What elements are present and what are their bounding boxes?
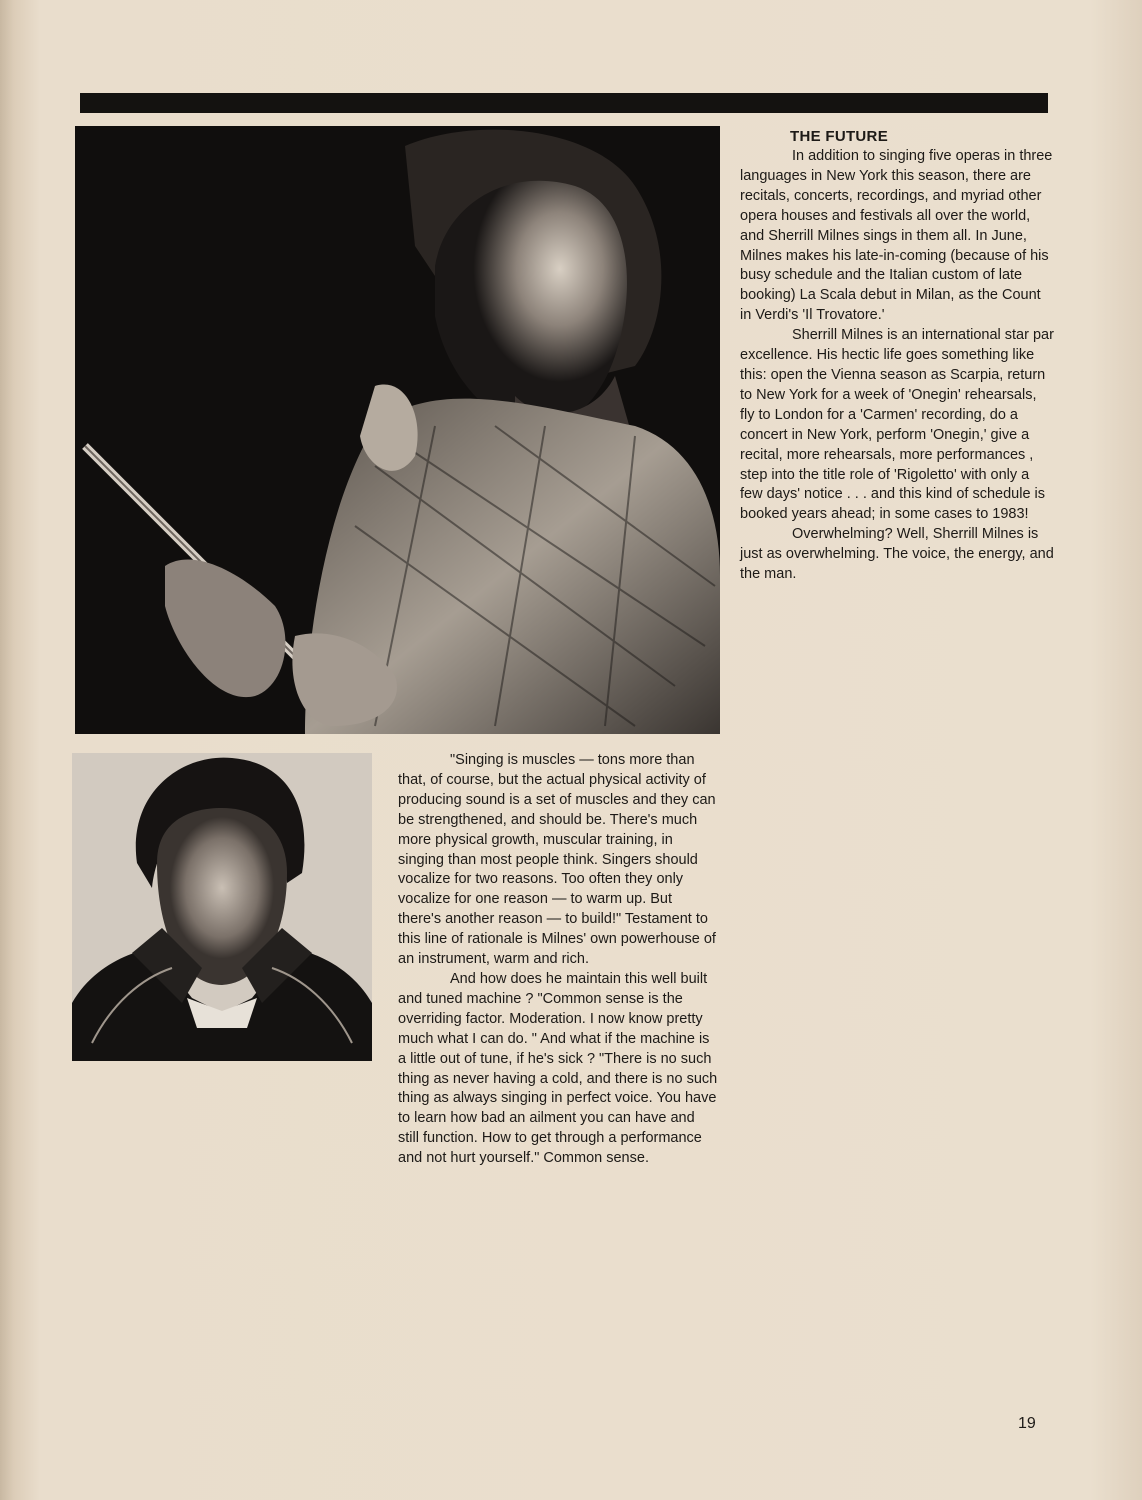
photo-singer-portrait	[72, 753, 372, 1061]
paragraph: And how does he maintain this well built and tuned machine ? "Common sense is the overriding factor. Moderation. I now know pretty much what I can do. " And what if the machine is a little out of tune, if he's sick ? "There is no such thing as never having a cold, and there is no such thing as always singing in perfect voice. You have to learn how bad an ailment you can have and still function. How to get through a performance and not hurt yourself." Common sense.	[398, 970, 718, 1167]
header-rule	[80, 93, 1048, 113]
paragraph: Overwhelming? Well, Sherrill Milnes is just as overwhelming. The voice, the energy, and the man.	[740, 526, 1054, 583]
column-the-future	[740, 127, 1055, 585]
photo-singer-with-sword	[75, 126, 720, 734]
page-number: 19	[1018, 1415, 1036, 1432]
paragraph: Sherrill Milnes is an international star par excellence. His hectic life goes something like this: open the Vienna season as Scarpia, return to New York for a week of 'Onegin' rehearsals, fly to London for a 'Carmen' recording, do a concert in New York, perform 'Onegin,' give a recital, more rehearsals, more performances , step into the title role of 'Rigoletto' with only a few days' notice . . . and this kind of schedule is booked years ahead; in some cases to 1983!	[740, 327, 1054, 523]
paragraph: In addition to singing five operas in three languages in New York this season, there are recitals, concerts, recordings, and myriad other opera houses and festivals all over the world, and Sherrill Milnes sings in them all. In June, Milnes makes his late-in-coming (because of his busy schedule and the Italian custom of late booking) La Scala debut in Milan, as the Count in Verdi's 'Il Trovatore.'	[740, 148, 1053, 324]
section-heading: THE FUTURE	[790, 128, 888, 145]
paragraph: "Singing is muscles — tons more than that, of course, but the actual physical activity of producing sound is a set of muscles and they can be strengthened, and should be. There's much more physical growth, muscular training, in singing than most people think. Singers should vocalize for two reasons. Too often they only vocalize for one reason — to warm up. But there's another reason — to build!" Testament to this line of rationale is Milnes' own powerhouse of an instrument, warm and rich.	[398, 752, 716, 968]
column-singing-quote	[398, 751, 718, 1169]
